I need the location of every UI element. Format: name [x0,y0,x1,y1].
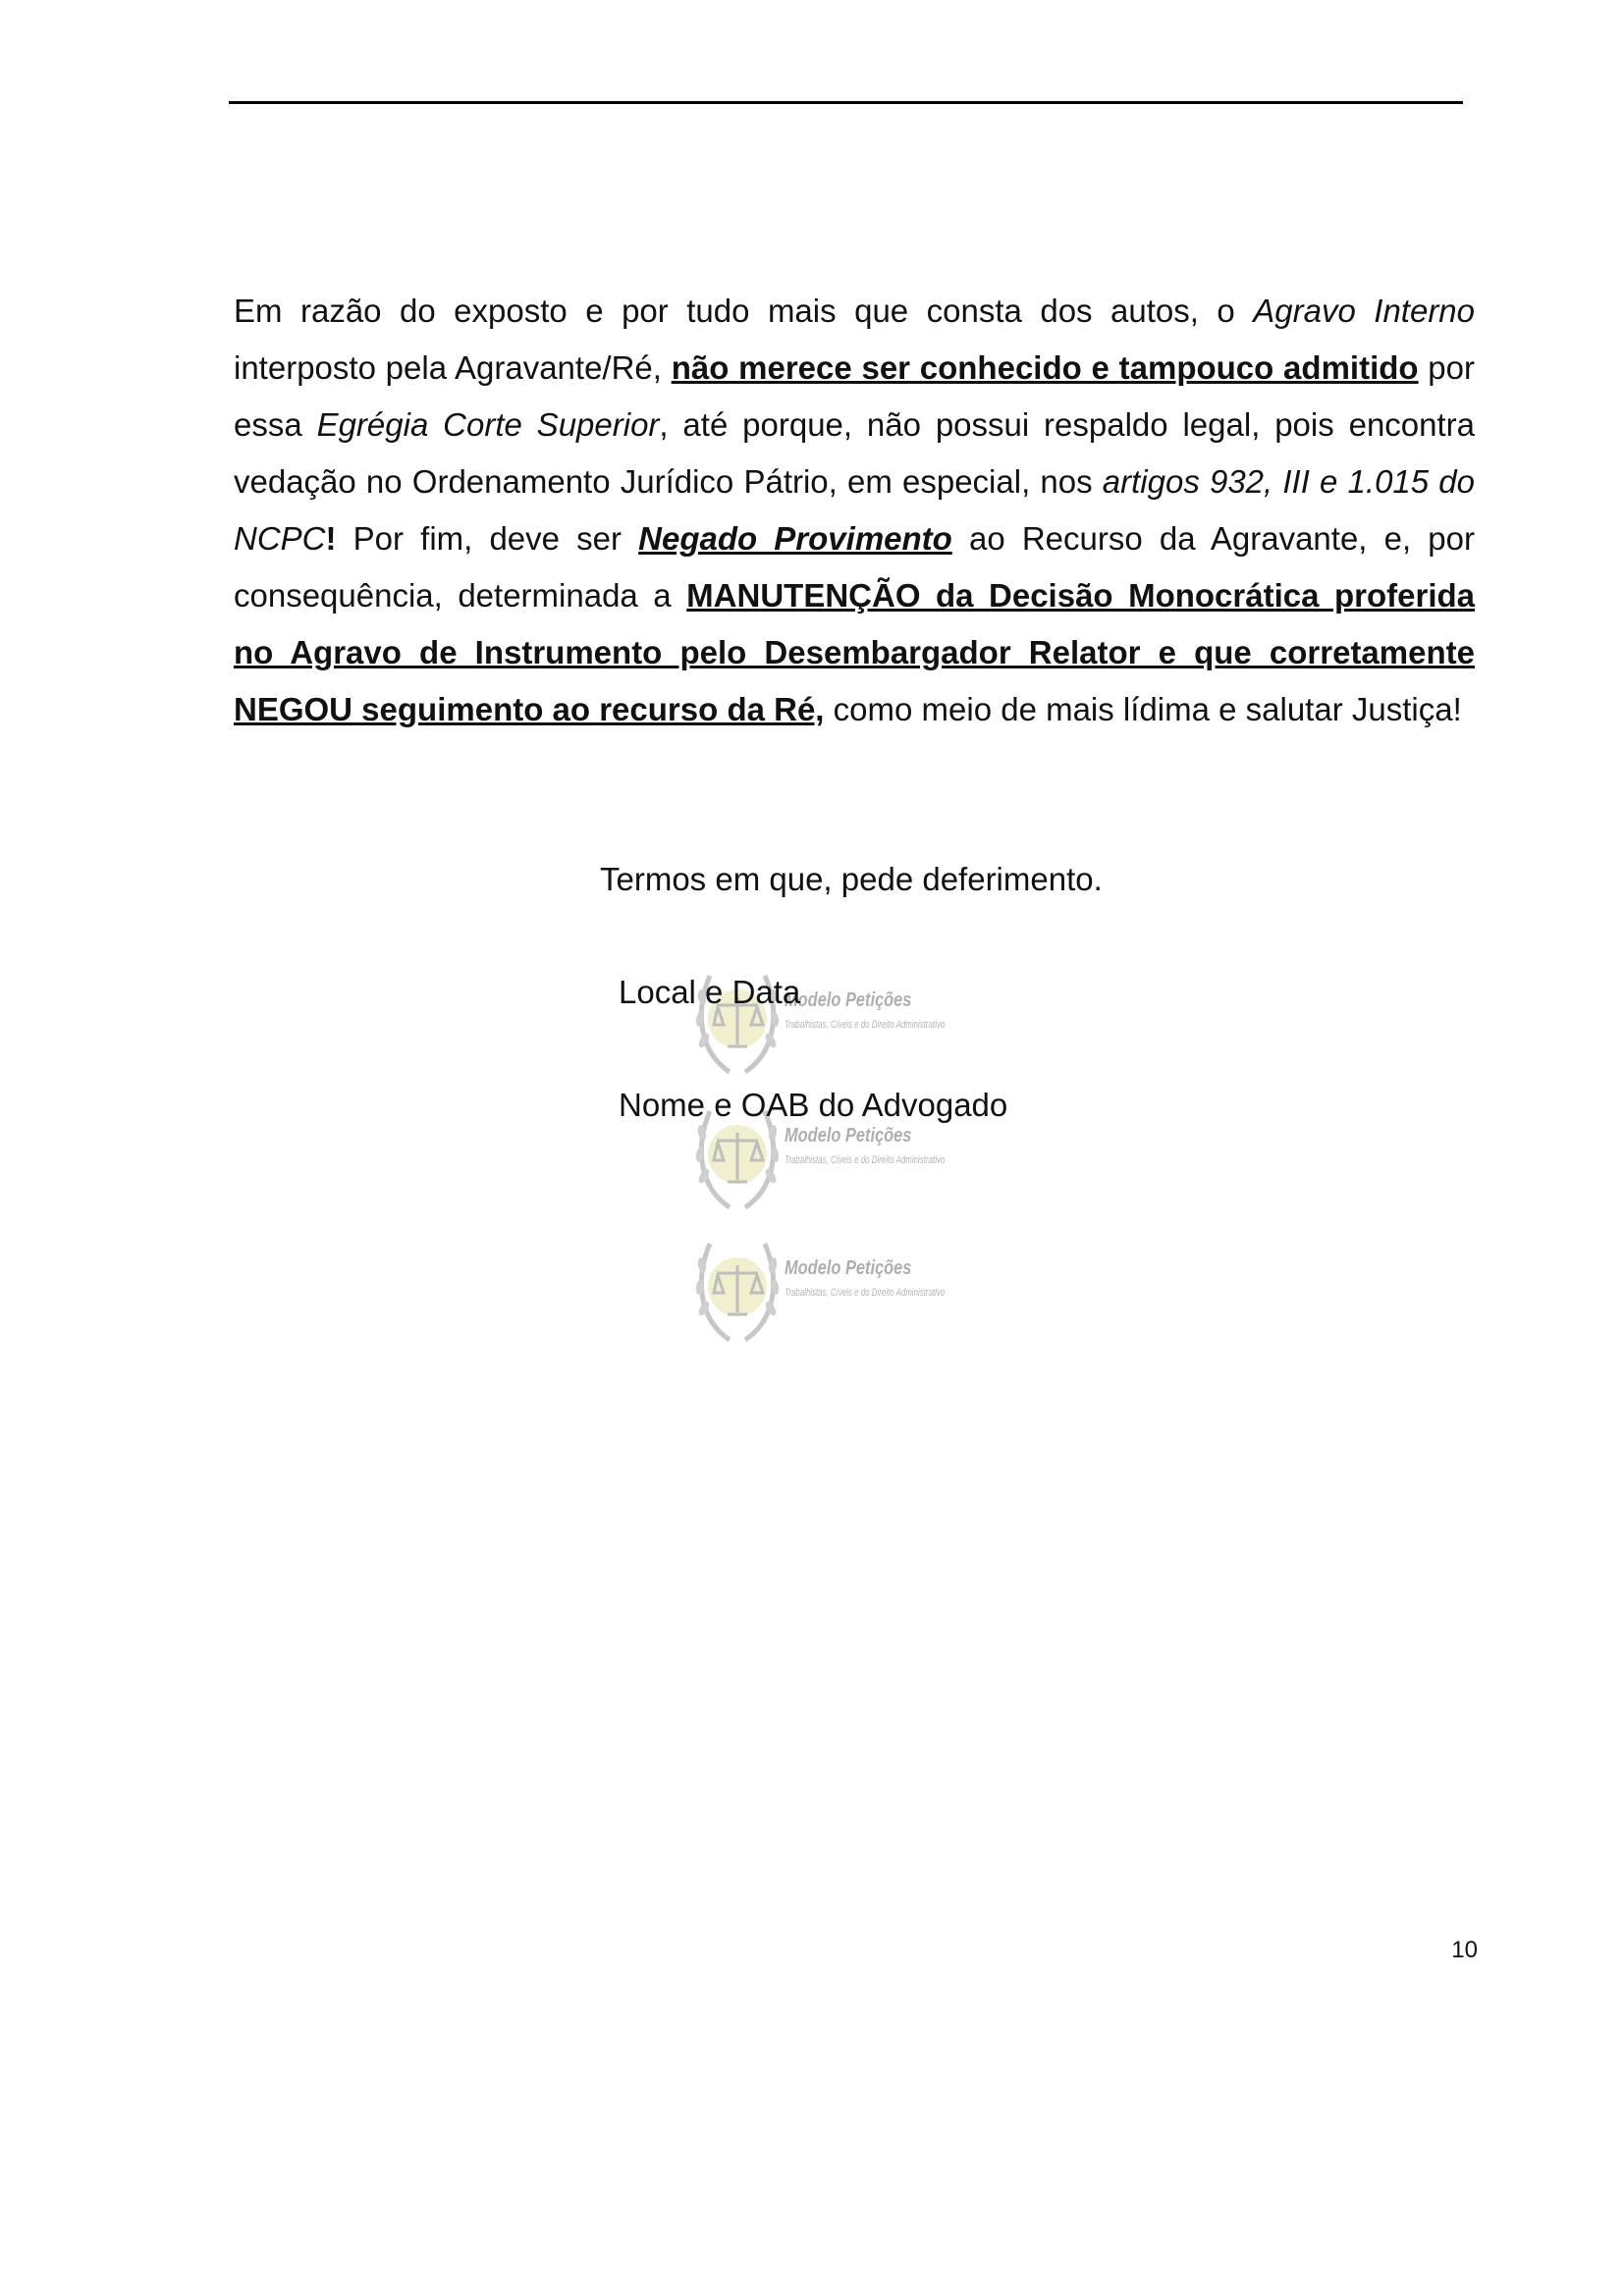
watermark-brand: Modelo Petições [785,1257,912,1279]
emphasis-nao-conhecido: não merece ser conhecido e tampouco admitido [671,349,1419,386]
watermark-brand: Modelo Petições [785,989,912,1011]
closing-request: Termos em que, pede deferimento. [600,861,1103,897]
signature-line: Nome e OAB do Advogado [619,1087,1008,1123]
text-segment: ao Recurso da Agravante, e, por consequência, determinada a [234,520,1475,614]
watermark-subtitle: Trabalhistas, Cíveis e do Direito Administrativo [785,1019,946,1031]
watermark-logo [690,1222,946,1350]
text-segment: Em razão do exposto e por tudo mais que consta dos autos, o [234,293,1254,329]
emphasis-manutencao-decisao: MANUTENÇÃO da Decisão Monocrática proferida no Agravo de Instrumento pelo Desembargador Relator e que corretamente NEGOU seguimento ao recurso da Ré, [234,577,1476,727]
place-date-line: Local e Data [619,974,801,1010]
italic-term-agravo-interno: Agravo Interno [1253,293,1476,329]
watermark-subtitle: Trabalhistas, Cíveis e do Direito Administrativo [785,1154,946,1166]
text-segment: como meio de mais lídima e salutar Justiça! [824,691,1462,727]
scales-of-justice-icon [690,1222,785,1350]
watermark-subtitle: Trabalhistas, Cíveis e do Direito Administrativo [785,1287,946,1299]
header-rule [229,101,1463,104]
text-segment: , até porque, não possui respaldo legal, pois encontra vedação no Ordenamento Jurídico Pátrio, em especial, nos [234,406,1476,500]
watermark-brand: Modelo Petições [785,1125,912,1147]
text-segment: interposto pela Agravante/Ré, [234,349,672,386]
emphasis-negado-provimento: Negado Provimento [638,520,952,557]
page-number: 10 [1451,1937,1478,1963]
italic-legal-reference: artigos 932, III e 1.015 do NCPC [234,463,1475,557]
exclamation-mark: ! [325,520,337,557]
conclusion-paragraph [234,283,1475,738]
italic-term-corte-superior: Egrégia Corte Superior [316,406,660,443]
text-segment: por essa [234,349,1476,443]
text-segment: Por fim, deve ser [336,520,639,557]
